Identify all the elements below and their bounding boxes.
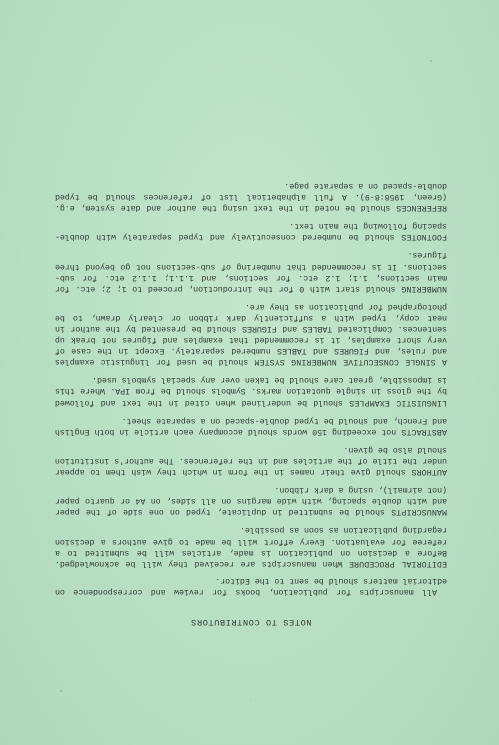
paragraph-text: not exceeding 150 words should accompany each article in both English and French, and should be typed double-spaced on a separate sheet. [55,415,447,436]
paragraph-numbering-system [55,301,447,368]
paragraph-linguistic-examples [55,374,447,407]
paragraph-heading: LINGUISTIC EXAMPLES [349,397,447,407]
paragraph-heading: A SINGLE CONSECUTIVE NUMBERING SYSTEM [254,357,447,367]
paragraph-heading: ABSTRACTS [401,426,447,436]
paper-speck [430,60,432,62]
paragraph-heading: MANUSCRIPTS [391,507,447,517]
paragraph-references [55,180,447,213]
paragraph-numbering [55,249,447,293]
paragraph-text: should start with 0 for the introduction, proceed to 1; 2; etc. for main sections, 1.1; 1.2 etc. for sections, and 1.1.1; 1.1.2 etc. for sub-sections. It is recommended that numbering of sub-sections not go beyond three figures. [55,250,447,293]
paragraph-text: should be noted in the text using the author and date system, e.g. (Green, 1958:8-9). A full alphabetical list of references should be typed double-spaced on a separate page. [55,181,447,213]
paragraph-intro [55,575,447,597]
paragraph-text: should be used for linguistic examples and rules, and FIGURES and TABLES numbered separately. Except in the case of very short examples, it is recommended that examples and figures not break up sentences. Complicated TABLES and FIGURES should be presented by the author in neat copy, typed with a sufficiently dark ribbon or clearly drawn, to be photographed for publication as they are. [54,301,447,367]
paragraph-text: should be underlined when cited in the text and followed by the gloss in single quotation marks. Symbols should be from IPA. Where this is impossible, great care should be taken over any special symbols used. [54,375,447,407]
paragraph-text: When manuscripts are received they will be acknowledged. Before a decision on publication is made, articles will be submitted to a referee for evaluation. Every effort will be made to give authors a decision regarding publication as soon as possible. [54,525,447,568]
notes-body [55,173,447,627]
paragraph-heading: AUTHORS [411,467,447,477]
paper-speck [250,700,251,701]
paragraph-heading: NUMBERING [401,283,447,293]
paragraph-manuscripts [55,484,447,517]
paragraph-authors [55,444,447,477]
paragraph-heading: FOOTNOTES [401,232,447,242]
page-title: NOTES TO CONTRIBUTORS [190,617,312,627]
paragraph-text: All manuscripts for publication, books for review and correspondence on editorial matters should be sent to the Editor. [55,575,447,596]
paragraph-editorial-procedure [55,524,447,568]
paragraph-heading: REFERENCES [396,203,447,213]
paragraph-heading: EDITORIAL PROCEDURE [348,558,447,568]
paragraph-footnotes [55,220,447,242]
paragraph-text: should give their names in the form in which they wish them to appear under the title of the articles and in the references. The author's institution should also be given. [55,444,447,477]
paragraph-text: should be submitted in duplicate, typed on one side of the paper and with double spacing, with wide margins on all sides, on A4 or quarto paper (not airmail), using a dark ribbon. [55,485,447,517]
paragraph-abstracts [55,415,447,437]
paragraph-text: should be numbered consecutively and typed separately with double-spacing following the main text. [55,221,447,242]
paper-speck [60,690,62,692]
